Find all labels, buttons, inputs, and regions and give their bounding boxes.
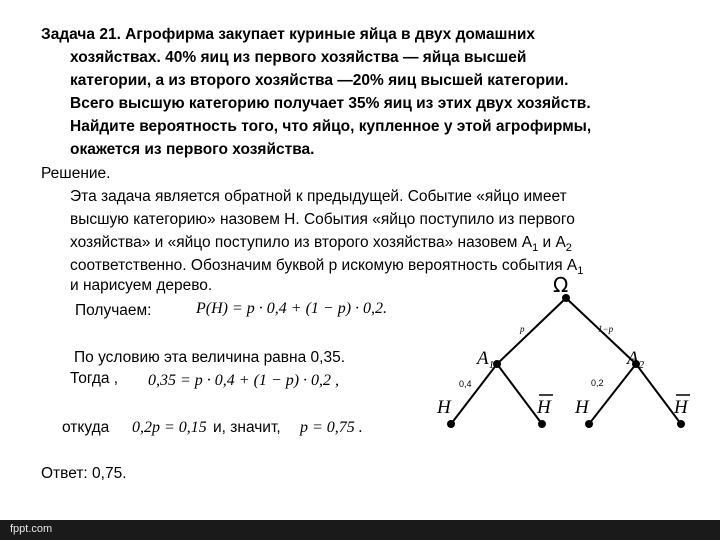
formula-p-value: p = 0,75 . [300, 419, 363, 436]
tree-a2-prob: 0,2 [591, 378, 604, 388]
tree-leaf-hbar-1: H [537, 397, 551, 418]
a1-subscript: 1 [488, 359, 495, 371]
formula-equation: 0,35 = p · 0,4 + (1 − p) · 0,2 , [148, 372, 340, 389]
edge-a1-hbar [497, 364, 542, 424]
solution-heading: Решение. [41, 165, 111, 182]
tree-root-label: Ω [553, 273, 569, 297]
formula-ph: P(H) = p · 0,4 + (1 − p) · 0,2. [196, 300, 388, 317]
whence-label: откуда [62, 419, 110, 436]
edge-a1-h [451, 364, 497, 424]
solution-line-3-text: хозяйства» и «яйцо поступило из второго хозяйства» назовем A [70, 234, 533, 251]
problem-line-4: Всего высшую категорию получает 35% яиц из этих двух хозяйств. [70, 95, 591, 112]
a1-letter: A [477, 348, 489, 369]
tree-edge-right-label: 1−p [598, 324, 614, 334]
node-leaf-3 [585, 420, 593, 428]
subscript-2: 2 [565, 242, 572, 255]
node-leaf-4 [677, 420, 685, 428]
tree-leaf-h-1: H [437, 397, 451, 418]
problem-line-5: Найдите вероятность того, что яйцо, купленное у этой агрофирмы, [70, 118, 592, 135]
solution-line-5: и нарисуем дерево. [70, 277, 213, 294]
a2-letter: A [627, 348, 639, 369]
subscript-1: 1 [532, 242, 539, 255]
tree-node-a1-label [475, 348, 494, 371]
solution-line-3-mid: и A [538, 234, 566, 251]
solution-line-4-text: соответственно. Обозначим буквой p искомую вероятность события A [70, 257, 578, 274]
node-leaf-2 [538, 420, 546, 428]
problem-line-2: хозяйствах. 40% яиц из первого хозяйства — яйца высшей [70, 49, 527, 66]
problem-line-3: категории, а из второго хозяйства —20% яиц высшей категории. [70, 72, 569, 89]
tree-leaf-hbar-2: H [674, 397, 688, 418]
solution-line-1: Эта задача является обратной к предыдущей. Событие «яйцо имеет [70, 188, 567, 205]
formula-02p: 0,2p = 0,15 [132, 419, 207, 436]
problem-line-1: Задача 21. Агрофирма закупает куриные яйца в двух домашних [41, 26, 535, 43]
problem-line-6: окажется из первого хозяйства. [70, 141, 315, 158]
then-label: Тогда , [70, 370, 119, 387]
subscript-1b: 1 [577, 265, 584, 278]
and-thus-label: и, значит, [213, 419, 281, 436]
tree-edge-left-label: p [520, 324, 525, 334]
tree-a1-prob: 0,4 [459, 379, 472, 389]
solution-line-2: высшую категорию» назовем H. События «яйцо поступило из первого [70, 211, 575, 228]
by-condition-text: По условию эта величина равна 0,35. [74, 349, 346, 366]
edge-root-a1 [497, 298, 566, 364]
edge-a2-h [589, 364, 636, 424]
footer-brand: fppt.com [10, 523, 53, 535]
tree-leaf-h-2: H [575, 397, 589, 418]
answer-text: Ответ: 0,75. [41, 465, 127, 482]
node-leaf-1 [447, 420, 455, 428]
tree-node-a2-label [625, 348, 645, 371]
a2-subscript: 2 [638, 359, 645, 371]
footer-bar [0, 520, 720, 540]
we-get-label: Получаем: [75, 302, 152, 319]
node-a1 [493, 360, 501, 368]
